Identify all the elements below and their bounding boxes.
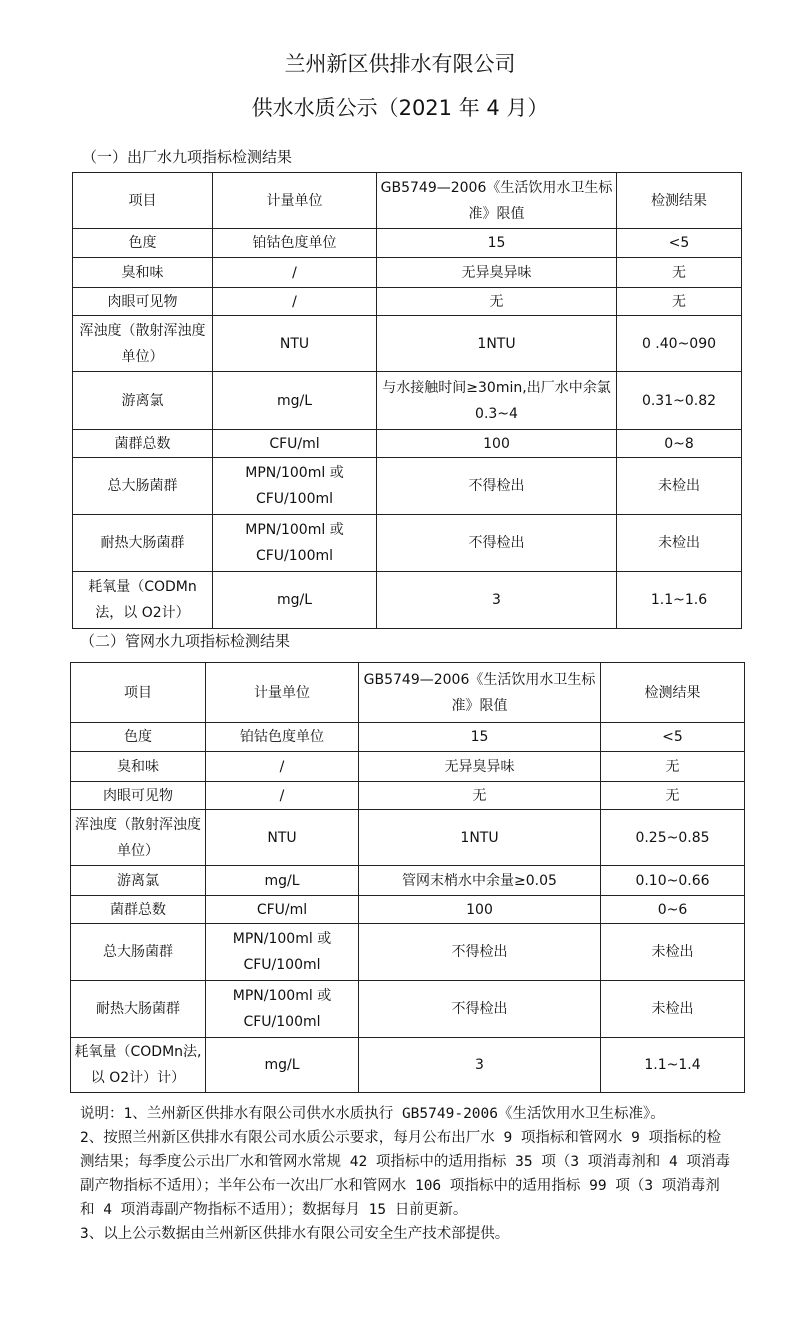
table-row	[73, 572, 742, 629]
table-cell: 肉眼可见物	[73, 288, 213, 316]
table-cell: 无异臭异味	[377, 258, 617, 288]
table-cell: 0.10~0.66	[601, 866, 745, 896]
table-row	[73, 258, 742, 288]
table-row	[71, 866, 745, 896]
table-row	[71, 782, 745, 810]
table-row	[73, 430, 742, 458]
column-header: 检测结果	[601, 663, 745, 723]
network-water-table	[70, 662, 745, 1093]
note-2: 2、按照兰州新区供排水有限公司水质公示要求，每月公布出厂水 9 项指标和管网水 9 项指标的检测结果；每季度公示出厂水和管网水常规 42 项指标中的适用指标 35 项（3 项消毒剂和 4 项消毒副产物指标不适用）；半年公布一次出厂水和管网水 106 项指标中的适用指标 99 项（3 项消毒剂和 4 项消毒副产物指标不适用）；数据每月 15 日前更新。	[80, 1130, 730, 1218]
table-cell: 3	[359, 1038, 601, 1093]
table-cell: 1NTU	[377, 316, 617, 372]
table-cell: 铂钴色度单位	[206, 723, 359, 752]
column-header: 计量单位	[206, 663, 359, 723]
table-cell: 0~8	[617, 430, 742, 458]
table-cell: NTU	[213, 316, 377, 372]
table-cell: 不得检出	[359, 924, 601, 981]
table-cell: 未检出	[617, 458, 742, 515]
table-header-row	[73, 173, 742, 229]
company-title: 兰州新区供排水有限公司	[284, 52, 516, 76]
table-cell: 无	[377, 288, 617, 316]
table-cell: MPN/100ml 或 CFU/100ml	[206, 981, 359, 1038]
table-cell: 无	[601, 782, 745, 810]
table-cell: 无	[617, 258, 742, 288]
table-row	[71, 981, 745, 1038]
table-cell: 0.25~0.85	[601, 810, 745, 866]
table-cell: 无	[601, 752, 745, 782]
column-header: GB5749—2006《生活饮用水卫生标准》限值	[377, 173, 617, 229]
column-header: 项目	[73, 173, 213, 229]
table-cell: 耐热大肠菌群	[71, 981, 206, 1038]
table-cell: 肉眼可见物	[71, 782, 206, 810]
table-cell: 臭和味	[73, 258, 213, 288]
table-cell: <5	[617, 229, 742, 258]
table-cell: 未检出	[601, 981, 745, 1038]
table-cell: 耗氧量（CODMn法，以 O2计）	[73, 572, 213, 629]
section-heading-network: （二）管网水九项指标检测结果	[80, 632, 291, 650]
table-cell: 浑浊度（散射浑浊度单位）	[71, 810, 206, 866]
note-3: 3、以上公示数据由兰州新区供排水有限公司安全生产技术部提供。	[80, 1226, 510, 1242]
table-row	[71, 810, 745, 866]
table-row	[71, 924, 745, 981]
table-cell: 无	[359, 782, 601, 810]
table-cell: /	[213, 288, 377, 316]
table-cell: 未检出	[617, 515, 742, 572]
table-row	[71, 1038, 745, 1093]
table-row	[71, 723, 745, 752]
table-cell: CFU/ml	[206, 896, 359, 924]
table-cell: 不得检出	[359, 981, 601, 1038]
table-cell: CFU/ml	[213, 430, 377, 458]
table-cell: 色度	[73, 229, 213, 258]
table-cell: 色度	[71, 723, 206, 752]
table-cell: <5	[601, 723, 745, 752]
table-cell: 铂钴色度单位	[213, 229, 377, 258]
table-cell: mg/L	[206, 866, 359, 896]
table-cell: 浑浊度（散射浑浊度单位）	[73, 316, 213, 372]
section-heading-outlet: （一）出厂水九项指标检测结果	[82, 148, 293, 166]
table-cell: NTU	[206, 810, 359, 866]
table-cell: mg/L	[213, 372, 377, 430]
column-header: 检测结果	[617, 173, 742, 229]
table-cell: 无	[617, 288, 742, 316]
table-cell: 100	[377, 430, 617, 458]
table-header-row	[71, 663, 745, 723]
table-row	[73, 515, 742, 572]
table-cell: 臭和味	[71, 752, 206, 782]
table-cell: 游离氯	[73, 372, 213, 430]
table-cell: 游离氯	[71, 866, 206, 896]
table-cell: 总大肠菌群	[71, 924, 206, 981]
table-cell: 不得检出	[377, 458, 617, 515]
table-cell: 总大肠菌群	[73, 458, 213, 515]
table-row	[71, 752, 745, 782]
note-1: 说明：1、兰州新区供排水有限公司供水水质执行 GB5749-2006《生活饮用水卫生标准》。	[80, 1106, 665, 1122]
table-cell: 0 .40~090	[617, 316, 742, 372]
table-cell: 1.1~1.4	[601, 1038, 745, 1093]
table-cell: 1NTU	[359, 810, 601, 866]
table-cell: 未检出	[601, 924, 745, 981]
table-cell: 0.31~0.82	[617, 372, 742, 430]
table-row	[73, 288, 742, 316]
table-cell: 1.1~1.6	[617, 572, 742, 629]
table-cell: 管网末梢水中余量≥0.05	[359, 866, 601, 896]
table-cell: 100	[359, 896, 601, 924]
table-cell: 耐热大肠菌群	[73, 515, 213, 572]
table-cell: MPN/100ml 或 CFU/100ml	[213, 458, 377, 515]
column-header: 项目	[71, 663, 206, 723]
report-title: 供水水质公示（2021 年 4 月）	[251, 96, 549, 120]
column-header: GB5749—2006《生活饮用水卫生标准》限值	[359, 663, 601, 723]
table-cell: MPN/100ml 或 CFU/100ml	[206, 924, 359, 981]
table-row	[73, 316, 742, 372]
table-cell: mg/L	[206, 1038, 359, 1093]
table-row	[73, 229, 742, 258]
table-cell: /	[206, 752, 359, 782]
table-cell: mg/L	[213, 572, 377, 629]
table-cell: MPN/100ml 或 CFU/100ml	[213, 515, 377, 572]
table-row	[71, 896, 745, 924]
table-cell: 耗氧量（CODMn法,以 O2计）计）	[71, 1038, 206, 1093]
table-cell: 与水接触时间≥30min,出厂水中余氯 0.3~4	[377, 372, 617, 430]
table-cell: 菌群总数	[71, 896, 206, 924]
column-header: 计量单位	[213, 173, 377, 229]
table-cell: 15	[359, 723, 601, 752]
table-cell: 3	[377, 572, 617, 629]
table-row	[73, 372, 742, 430]
table-cell: 0~6	[601, 896, 745, 924]
table-row	[73, 458, 742, 515]
table-cell: /	[213, 258, 377, 288]
notes	[80, 1102, 730, 1246]
table-cell: /	[206, 782, 359, 810]
table-cell: 菌群总数	[73, 430, 213, 458]
outlet-water-table	[72, 172, 742, 629]
table-cell: 无异臭异味	[359, 752, 601, 782]
table-cell: 不得检出	[377, 515, 617, 572]
table-cell: 15	[377, 229, 617, 258]
